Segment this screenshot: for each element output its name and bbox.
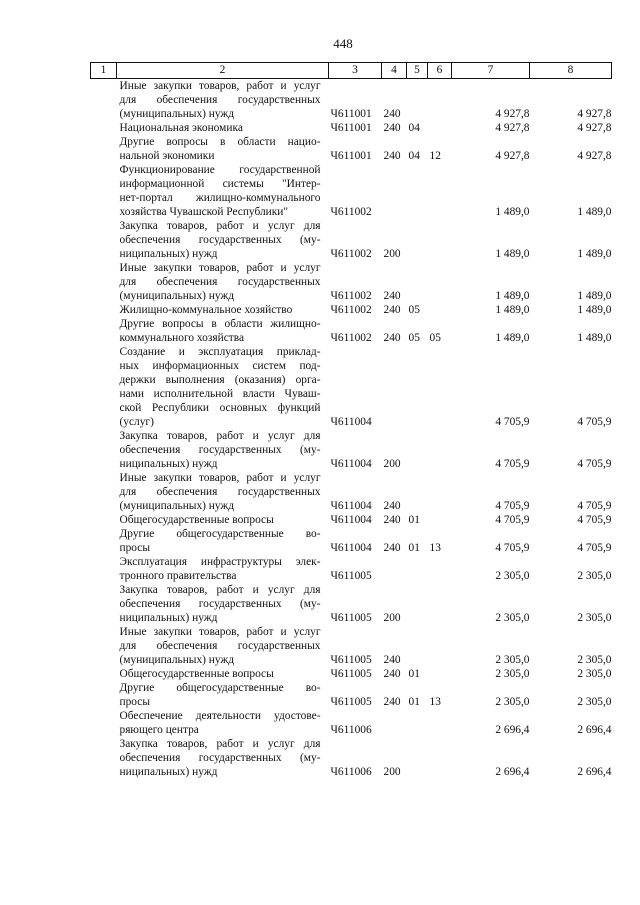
cell-subsection [428, 121, 452, 135]
table-row [91, 681, 612, 709]
cell-target-code: Ч611004 [330, 500, 372, 512]
cell-amount-col7: 2 696,4 [495, 766, 530, 778]
table-row [91, 513, 612, 527]
cell-col-1 [91, 471, 117, 513]
cell-section: 05 [408, 332, 420, 344]
cell-section [407, 79, 428, 122]
name-line: Эксплуатация инфраструктуры элек- [119, 556, 321, 568]
table-row [91, 555, 612, 583]
cell-expense-type [382, 345, 407, 429]
cell-name [117, 345, 329, 429]
cell-section [407, 625, 428, 667]
cell-name [117, 555, 329, 583]
cell-expense-type: 240 [383, 542, 401, 554]
cell-col-1 [91, 513, 117, 527]
table-row [91, 429, 612, 471]
cell-expense-type [382, 555, 407, 583]
cell-name [117, 583, 329, 625]
cell-col-1 [91, 261, 117, 303]
cell-name [117, 79, 329, 122]
cell-target-code: Ч611006 [330, 724, 372, 736]
column-header: 4 [382, 63, 407, 79]
cell-section [407, 583, 428, 625]
name-line: обеспечения государственных (му- [119, 234, 321, 246]
name-line: Общегосударственные вопросы [119, 668, 274, 680]
cell-section: 01 [408, 696, 420, 708]
cell-subsection [428, 513, 452, 527]
cell-target-code: Ч611002 [330, 206, 372, 218]
cell-col-1 [91, 583, 117, 625]
name-line: обеспечения государственных (му- [119, 598, 321, 610]
column-header: 6 [428, 63, 452, 79]
cell-amount-col7: 2 305,0 [495, 570, 530, 582]
name-line: Обеспечение деятельности удостове- [119, 710, 321, 722]
name-line: тронного правительства [119, 570, 237, 582]
column-header: 5 [407, 63, 428, 79]
cell-amount-col7: 1 489,0 [495, 304, 530, 316]
cell-section [407, 219, 428, 261]
cell-amount-col7: 4 705,9 [495, 458, 530, 470]
name-line: ниципальных) нужд [119, 612, 218, 624]
cell-target-code: Ч611001 [330, 150, 372, 162]
cell-amount-col8: 2 305,0 [577, 668, 612, 680]
cell-expense-type: 240 [383, 668, 401, 680]
cell-subsection [428, 471, 452, 513]
table-row [91, 219, 612, 261]
cell-amount-col8: 4 705,9 [577, 458, 612, 470]
cell-col-1 [91, 681, 117, 709]
name-line: Другие общегосударственные во- [119, 682, 321, 694]
name-line: ниципальных) нужд [119, 248, 218, 260]
cell-target-code: Ч611001 [330, 108, 372, 120]
table-row [91, 261, 612, 303]
cell-col-1 [91, 303, 117, 317]
cell-amount-col8: 4 705,9 [577, 416, 612, 428]
cell-amount-col8: 2 696,4 [577, 724, 612, 736]
cell-name [117, 625, 329, 667]
cell-col-1 [91, 429, 117, 471]
cell-expense-type: 240 [383, 500, 401, 512]
table-row [91, 625, 612, 667]
cell-amount-col8: 2 305,0 [577, 612, 612, 624]
name-line: для обеспечения государственных [119, 276, 321, 288]
cell-subsection [428, 303, 452, 317]
cell-section [407, 737, 428, 779]
name-line: нальной экономики [119, 150, 215, 162]
cell-col-1 [91, 317, 117, 345]
cell-subsection [428, 737, 452, 779]
cell-col-1 [91, 667, 117, 681]
cell-expense-type: 200 [383, 458, 401, 470]
cell-section [407, 163, 428, 219]
cell-expense-type: 240 [383, 304, 401, 316]
table-header-row [91, 63, 612, 79]
cell-col-1 [91, 163, 117, 219]
cell-target-code: Ч611005 [330, 570, 372, 582]
cell-name [117, 471, 329, 513]
budget-table [90, 62, 612, 779]
name-line: коммунального хозяйства [119, 332, 245, 344]
name-line: Функционирование государственной [119, 164, 321, 176]
cell-subsection [428, 261, 452, 303]
cell-expense-type: 240 [383, 150, 401, 162]
cell-expense-type: 240 [383, 654, 401, 666]
cell-section [407, 555, 428, 583]
cell-section: 01 [408, 542, 420, 554]
cell-subsection [428, 429, 452, 471]
name-line: Закупка товаров, работ и услуг для [119, 584, 321, 596]
name-line: Общегосударственные вопросы [119, 514, 274, 526]
cell-section [407, 429, 428, 471]
cell-amount-col8: 1 489,0 [577, 304, 612, 316]
cell-name [117, 737, 329, 779]
cell-amount-col7: 2 305,0 [495, 612, 530, 624]
cell-target-code: Ч611004 [330, 514, 372, 526]
cell-section: 05 [408, 304, 420, 316]
cell-amount-col7: 2 305,0 [495, 654, 530, 666]
cell-expense-type: 240 [383, 332, 401, 344]
cell-name [117, 513, 329, 527]
table-row [91, 135, 612, 163]
name-line: нет-портал жилищно-коммунального [119, 192, 321, 204]
cell-name [117, 681, 329, 709]
cell-subsection: 05 [429, 332, 441, 344]
cell-name [117, 163, 329, 219]
cell-target-code: Ч611005 [330, 654, 372, 666]
name-line: (муниципальных) нужд [119, 500, 235, 512]
cell-expense-type: 200 [383, 612, 401, 624]
cell-amount-col7: 1 489,0 [495, 248, 530, 260]
name-line: Закупка товаров, работ и услуг для [119, 430, 321, 442]
cell-expense-type: 240 [383, 108, 401, 120]
cell-subsection [428, 625, 452, 667]
cell-section [407, 345, 428, 429]
cell-amount-col8: 4 927,8 [577, 108, 612, 120]
name-line: просы [119, 542, 150, 554]
name-line: (муниципальных) нужд [119, 654, 235, 666]
table-row [91, 345, 612, 429]
name-line: для обеспечения государственных [119, 640, 321, 652]
name-line: (услуг) [119, 416, 154, 428]
name-line: для обеспечения государственных [119, 94, 321, 106]
name-line: ниципальных) нужд [119, 766, 218, 778]
table-row [91, 583, 612, 625]
cell-subsection [428, 555, 452, 583]
cell-amount-col8: 1 489,0 [577, 248, 612, 260]
column-header: 8 [530, 63, 612, 79]
name-line: держки выполнения (оказания) орга- [119, 374, 321, 386]
cell-col-1 [91, 121, 117, 135]
cell-name [117, 121, 329, 135]
cell-section [407, 709, 428, 737]
cell-col-1 [91, 737, 117, 779]
name-line: Создание и эксплуатация приклад- [119, 346, 321, 358]
cell-amount-col7: 2 305,0 [495, 696, 530, 708]
cell-name [117, 527, 329, 555]
column-header: 7 [452, 63, 530, 79]
cell-name [117, 303, 329, 317]
table-row [91, 79, 612, 122]
name-line: Другие вопросы в области нацио- [119, 136, 321, 148]
table-row [91, 303, 612, 317]
cell-expense-type: 200 [383, 248, 401, 260]
name-line: Иные закупки товаров, работ и услуг [119, 626, 321, 638]
cell-section [407, 471, 428, 513]
name-line: Закупка товаров, работ и услуг для [119, 738, 321, 750]
name-line: нами исполнительной власти Чуваш- [119, 388, 321, 400]
cell-amount-col7: 2 305,0 [495, 668, 530, 680]
cell-amount-col8: 2 696,4 [577, 766, 612, 778]
column-header: 2 [117, 63, 329, 79]
cell-section [407, 261, 428, 303]
name-line: Национальная экономика [119, 122, 243, 134]
cell-name [117, 667, 329, 681]
cell-expense-type: 240 [383, 122, 401, 134]
cell-subsection [428, 709, 452, 737]
cell-name [117, 135, 329, 163]
cell-section: 01 [408, 514, 420, 526]
cell-target-code: Ч611004 [330, 458, 372, 470]
name-line: просы [119, 696, 150, 708]
name-line: Другие общегосударственные во- [119, 528, 321, 540]
cell-target-code: Ч611004 [330, 542, 372, 554]
cell-target-code: Ч611002 [330, 304, 372, 316]
cell-col-1 [91, 527, 117, 555]
name-line: Другие вопросы в области жилищно- [119, 318, 321, 330]
cell-amount-col7: 4 705,9 [495, 542, 530, 554]
table-row [91, 163, 612, 219]
name-line: ской Республики основных функций [119, 402, 321, 414]
cell-amount-col8: 1 489,0 [577, 332, 612, 344]
cell-amount-col8: 2 305,0 [577, 696, 612, 708]
name-line: ных информационных систем под- [119, 360, 321, 372]
name-line: обеспечения государственных (му- [119, 444, 321, 456]
cell-subsection [428, 219, 452, 261]
cell-name [117, 709, 329, 737]
name-line: для обеспечения государственных [119, 486, 321, 498]
cell-amount-col7: 4 705,9 [495, 500, 530, 512]
cell-target-code: Ч611002 [330, 332, 372, 344]
cell-amount-col7: 4 927,8 [495, 150, 530, 162]
cell-expense-type: 240 [383, 696, 401, 708]
cell-col-1 [91, 555, 117, 583]
cell-col-1 [91, 625, 117, 667]
cell-col-1 [91, 345, 117, 429]
cell-name [117, 317, 329, 345]
cell-amount-col7: 1 489,0 [495, 332, 530, 344]
cell-name [117, 261, 329, 303]
table-row [91, 317, 612, 345]
cell-expense-type [382, 163, 407, 219]
cell-expense-type: 240 [383, 514, 401, 526]
table-row [91, 527, 612, 555]
column-header: 1 [91, 63, 117, 79]
name-line: Закупка товаров, работ и услуг для [119, 220, 321, 232]
cell-subsection: 12 [429, 150, 441, 162]
cell-target-code: Ч611005 [330, 612, 372, 624]
cell-col-1 [91, 219, 117, 261]
cell-amount-col7: 4 705,9 [495, 514, 530, 526]
cell-subsection [428, 345, 452, 429]
name-line: ряющего центра [119, 724, 199, 736]
cell-section: 04 [408, 122, 420, 134]
cell-amount-col8: 4 927,8 [577, 150, 612, 162]
table-row [91, 121, 612, 135]
cell-target-code: Ч611001 [330, 122, 372, 134]
column-header: 3 [329, 63, 382, 79]
cell-target-code: Ч611006 [330, 766, 372, 778]
name-line: хозяйства Чувашской Республики" [119, 206, 289, 218]
cell-section: 04 [408, 150, 420, 162]
cell-expense-type: 240 [383, 290, 401, 302]
cell-name [117, 219, 329, 261]
name-line: Иные закупки товаров, работ и услуг [119, 80, 321, 92]
cell-col-1 [91, 135, 117, 163]
cell-section: 01 [408, 668, 420, 680]
cell-col-1 [91, 709, 117, 737]
table-row [91, 667, 612, 681]
cell-amount-col7: 2 696,4 [495, 724, 530, 736]
cell-amount-col8: 4 705,9 [577, 542, 612, 554]
name-line: обеспечения государственных (му- [119, 752, 321, 764]
cell-subsection: 13 [429, 542, 441, 554]
name-line: Иные закупки товаров, работ и услуг [119, 262, 321, 274]
cell-col-1 [91, 79, 117, 122]
cell-name [117, 429, 329, 471]
cell-subsection: 13 [429, 696, 441, 708]
cell-amount-col8: 1 489,0 [577, 206, 612, 218]
cell-expense-type: 200 [383, 766, 401, 778]
cell-subsection [428, 79, 452, 122]
cell-amount-col7: 1 489,0 [495, 290, 530, 302]
cell-amount-col8: 4 705,9 [577, 514, 612, 526]
cell-amount-col8: 2 305,0 [577, 654, 612, 666]
name-line: (муниципальных) нужд [119, 290, 235, 302]
name-line: информационной системы "Интер- [119, 178, 321, 190]
name-line: (муниципальных) нужд [119, 108, 235, 120]
name-line: ниципальных) нужд [119, 458, 218, 470]
cell-expense-type [382, 709, 407, 737]
table-row [91, 471, 612, 513]
cell-amount-col7: 4 927,8 [495, 122, 530, 134]
cell-amount-col7: 4 927,8 [495, 108, 530, 120]
page-number: 448 [333, 36, 353, 51]
cell-amount-col7: 4 705,9 [495, 416, 530, 428]
cell-amount-col7: 1 489,0 [495, 206, 530, 218]
cell-subsection [428, 583, 452, 625]
name-line: Иные закупки товаров, работ и услуг [119, 472, 321, 484]
cell-amount-col8: 2 305,0 [577, 570, 612, 582]
name-line: Жилищно-коммунальное хозяйство [119, 304, 293, 316]
table-row [91, 737, 612, 779]
table-row [91, 709, 612, 737]
cell-amount-col8: 4 705,9 [577, 500, 612, 512]
cell-target-code: Ч611002 [330, 290, 372, 302]
cell-target-code: Ч611002 [330, 248, 372, 260]
cell-target-code: Ч611004 [330, 416, 372, 428]
cell-target-code: Ч611005 [330, 668, 372, 680]
cell-target-code: Ч611005 [330, 696, 372, 708]
cell-amount-col8: 1 489,0 [577, 290, 612, 302]
cell-subsection [428, 163, 452, 219]
cell-subsection [428, 667, 452, 681]
cell-amount-col8: 4 927,8 [577, 122, 612, 134]
